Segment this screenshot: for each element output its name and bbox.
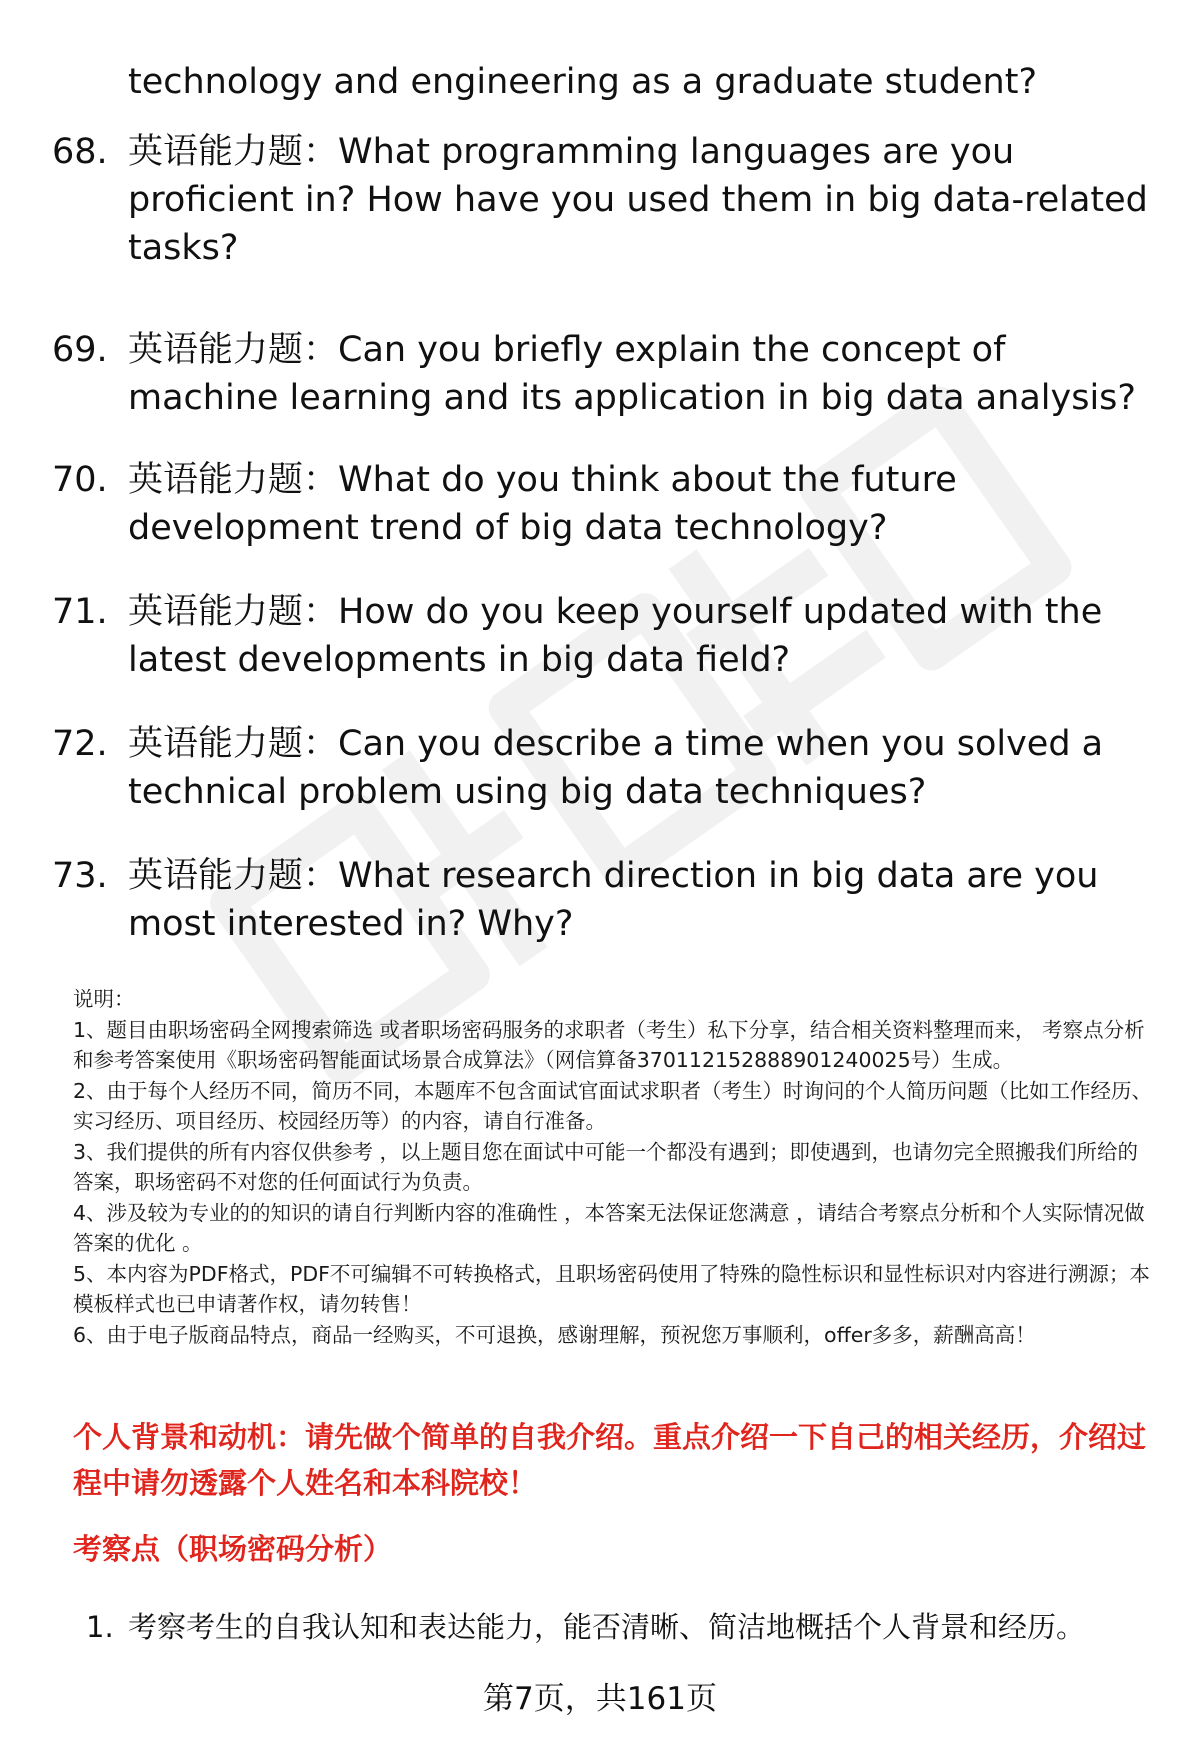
question-item — [52, 326, 1162, 422]
question-text: 英语能力题：Can you describe a time when you solved a technical problem using big data techniques? — [128, 724, 1104, 812]
analysis-heading: 考察点（职场密码分析） — [73, 1532, 393, 1566]
question-number: 71. — [52, 592, 108, 632]
analysis-point-number: 1. — [86, 1610, 114, 1644]
background-question-heading: 个人背景和动机：请先做个简单的自我介绍。重点介绍一下自己的相关经历，介绍过程中请勿透露个人姓名和本科院校！ — [73, 1420, 1147, 1500]
note-item: 1、题目由职场密码全网搜索筛选 或者职场密码服务的求职者（考生）私下分享，结合相关资料整理而来， 考察点分析和参考答案使用《职场密码智能面试场景合成算法》（网信算备370112152888901240025号）生成。 — [73, 1017, 1145, 1072]
notes-title: 说明： — [73, 987, 135, 1011]
notes-section — [73, 984, 1158, 1350]
note-item: 4、涉及较为专业的的知识的请自行判断内容的准确性 ，本答案无法保证您满意 ，请结合考察点分析和个人实际情况做答案的优化 。 — [73, 1200, 1145, 1255]
question-text: 英语能力题：Can you briefly explain the concept of machine learning and its application in big data analysis? — [128, 330, 1136, 418]
question-item — [52, 720, 1162, 816]
question-number: 73. — [52, 856, 108, 896]
question-number: 69. — [52, 330, 108, 370]
question-number: 68. — [52, 132, 108, 172]
page-footer: 第7页，共161页 — [483, 1681, 717, 1717]
question-number: 70. — [52, 460, 108, 500]
analysis-point-text: 考察考生的自我认知和表达能力，能否清晰、简洁地概括个人背景和经历。 — [128, 1610, 1086, 1644]
question-item — [52, 128, 1162, 272]
question-item — [52, 588, 1162, 684]
question-text: 英语能力题：What do you think about the future development trend of big data technology? — [128, 460, 957, 548]
analysis-point — [86, 1604, 1166, 1650]
question-text: 英语能力题：How do you keep yourself updated with the latest developments in big data field? — [128, 592, 1103, 680]
question-text: 英语能力题：What research direction in big data are you most interested in? Why? — [128, 856, 1099, 944]
question-item — [52, 852, 1162, 948]
note-item: 5、本内容为PDF格式，PDF不可编辑不可转换格式，且职场密码使用了特殊的隐性标识和显性标识对内容进行溯源；本模板样式也已申请著作权，请勿转售！ — [73, 1261, 1150, 1316]
question-item — [52, 456, 1162, 552]
note-item: 3、我们提供的所有内容仅供参考 ，以上题目您在面试中可能一个都没有遇到；即使遇到，也请勿完全照搬我们所给的答案，职场密码不对您的任何面试行为负责。 — [73, 1139, 1139, 1194]
note-item: 6、由于电子版商品特点，商品一经购买，不可退换，感谢理解，预祝您万事顺利，offer多多，薪酬高高！ — [73, 1322, 1036, 1347]
note-item: 2、由于每个人经历不同，简历不同，本题库不包含面试官面试求职者（考生）时询问的个人简历问题（比如工作经历、实习经历、项目经历、校园经历等）的内容，请自行准备。 — [73, 1078, 1153, 1133]
question-number: 72. — [52, 724, 108, 764]
question-text: 英语能力题：What programming languages are you proficient in? How have you used them in big data-related tasks? — [128, 132, 1148, 268]
question-continuation: technology and engineering as a graduate student? — [128, 62, 1038, 102]
